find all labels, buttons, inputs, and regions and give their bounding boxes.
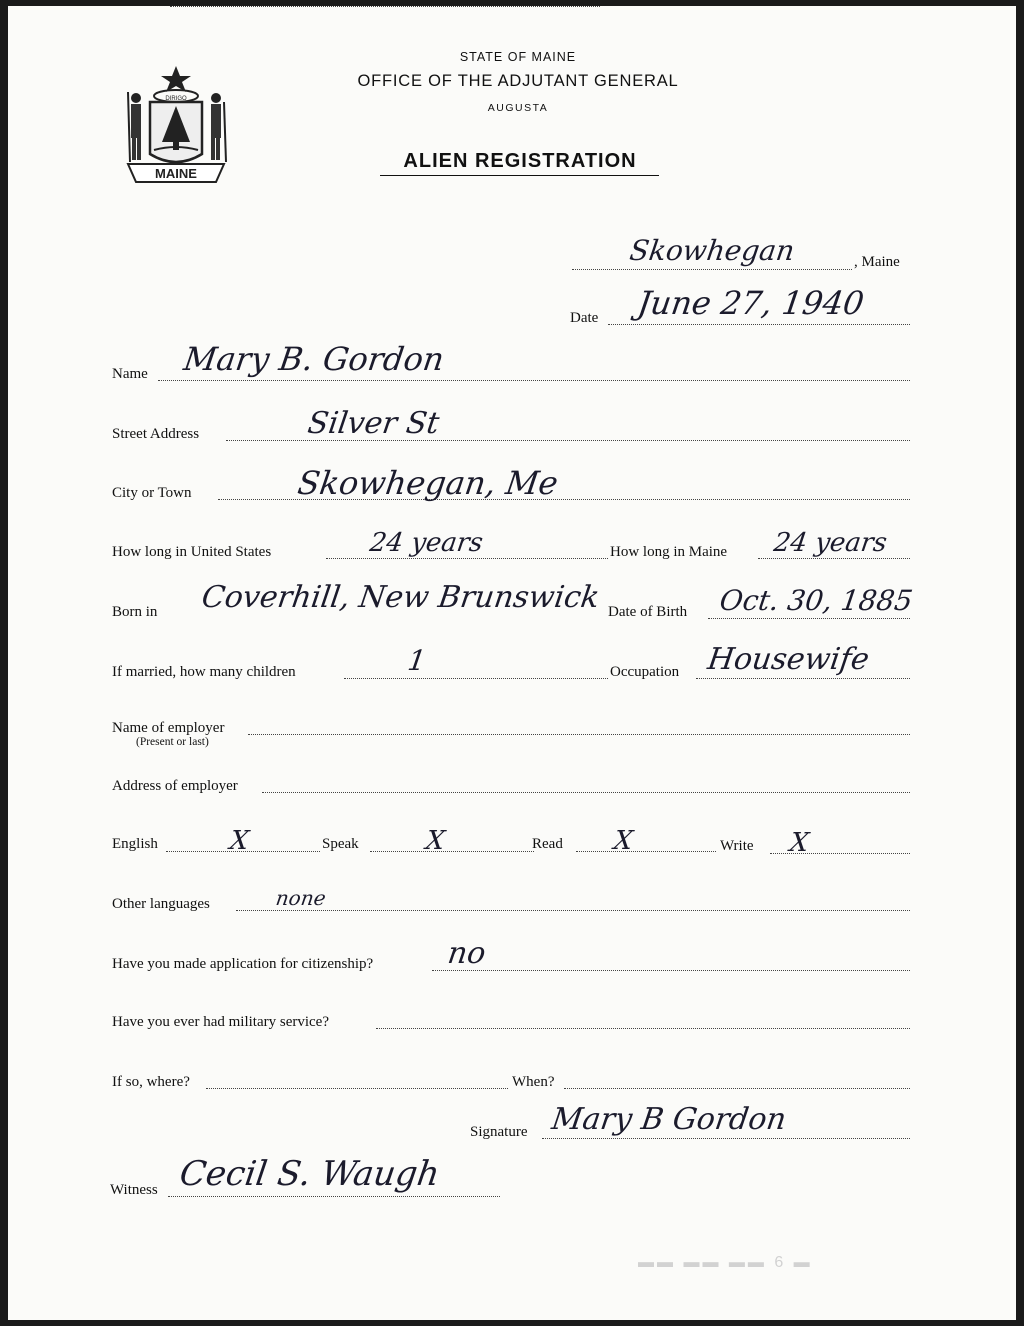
city-label: City or Town [112, 485, 192, 501]
read-line [576, 851, 716, 852]
employer-address-line[interactable] [262, 792, 910, 793]
witness-value[interactable]: Cecil S. Waugh [177, 1154, 443, 1194]
employer-label: Name of employer [112, 720, 225, 736]
where-label: If so, where? [112, 1074, 190, 1090]
speak-label: Speak [322, 836, 359, 852]
faint-stamp: ▬▬ ▬▬ ▬▬ 6 ▬ [638, 1254, 813, 1271]
witness-label: Witness [110, 1182, 158, 1198]
citizenship-line [432, 970, 910, 971]
seal-label: MAINE [155, 166, 197, 181]
place-value[interactable]: Skowhegan [627, 234, 797, 267]
date-value[interactable]: June 27, 1940 [635, 284, 867, 322]
dob-label: Date of Birth [608, 604, 688, 620]
other-languages-label: Other languages [112, 896, 210, 912]
when-label: When? [512, 1074, 555, 1090]
write-value[interactable]: X [787, 828, 811, 858]
occupation-value[interactable]: Housewife [705, 642, 872, 677]
state-heading: STATE OF MAINE [459, 50, 577, 64]
occupation-line [696, 678, 910, 679]
military-label: Have you ever had military service? [112, 1014, 329, 1030]
city-heading: AUGUSTA [487, 102, 549, 114]
born-in-label: Born in [112, 604, 158, 620]
street-label: Street Address [112, 426, 200, 442]
dob-value[interactable]: Oct. 30, 1885 [717, 584, 915, 617]
occupation-label: Occupation [610, 664, 680, 680]
form-title: ALIEN REGISTRATION [403, 150, 637, 172]
military-line[interactable] [376, 1028, 910, 1029]
witness-line [168, 1196, 500, 1197]
office-heading: OFFICE OF THE ADJUTANT GENERAL [357, 72, 679, 90]
employer-sublabel: (Present or last) [136, 736, 209, 748]
children-value[interactable]: 1 [405, 644, 429, 677]
when-line[interactable] [564, 1088, 910, 1089]
street-value[interactable]: Silver St [305, 406, 442, 441]
name-value[interactable]: Mary B. Gordon [181, 340, 447, 378]
dob-line [708, 618, 910, 619]
how-long-me-line [758, 558, 910, 559]
other-languages-line [236, 910, 910, 911]
citizenship-label: Have you made application for citizenship? [112, 956, 374, 972]
registration-form [8, 6, 1016, 1320]
english-label: English [112, 836, 158, 852]
how-long-us-label: How long in United States [112, 544, 272, 560]
how-long-us-line [326, 558, 608, 559]
speak-line [370, 851, 534, 852]
other-languages-value[interactable]: none [274, 886, 328, 910]
where-line[interactable] [206, 1088, 508, 1089]
children-label: If married, how many children [112, 664, 296, 680]
how-long-me-value[interactable]: 24 years [771, 528, 889, 558]
seal-motto: DIRIGO [165, 96, 187, 102]
employer-line[interactable] [248, 734, 910, 735]
name-line [158, 380, 910, 381]
employer-address-label: Address of employer [112, 778, 238, 794]
city-value[interactable]: Skowhegan, Me [295, 464, 561, 502]
how-long-me-label: How long in Maine [610, 544, 728, 560]
born-in-value[interactable]: Coverhill, New Brunswick [199, 580, 602, 615]
read-value[interactable]: X [611, 826, 635, 856]
children-line [344, 678, 608, 679]
date-line [608, 324, 910, 325]
title-underline [380, 175, 659, 176]
write-label: Write [720, 838, 754, 854]
name-label: Name [112, 366, 148, 382]
read-label: Read [532, 836, 563, 852]
place-suffix: , Maine [854, 254, 900, 270]
signature-line [542, 1138, 910, 1139]
date-label: Date [570, 310, 599, 326]
signature-label: Signature [470, 1124, 528, 1140]
place-line [572, 269, 852, 270]
how-long-us-value[interactable]: 24 years [367, 528, 485, 558]
maine-seal-icon [120, 62, 232, 190]
signature-value[interactable]: Mary B Gordon [549, 1102, 789, 1137]
citizenship-value[interactable]: no [445, 936, 488, 971]
born-in-line [170, 6, 600, 7]
english-value[interactable]: X [227, 826, 251, 856]
speak-value[interactable]: X [423, 826, 447, 856]
